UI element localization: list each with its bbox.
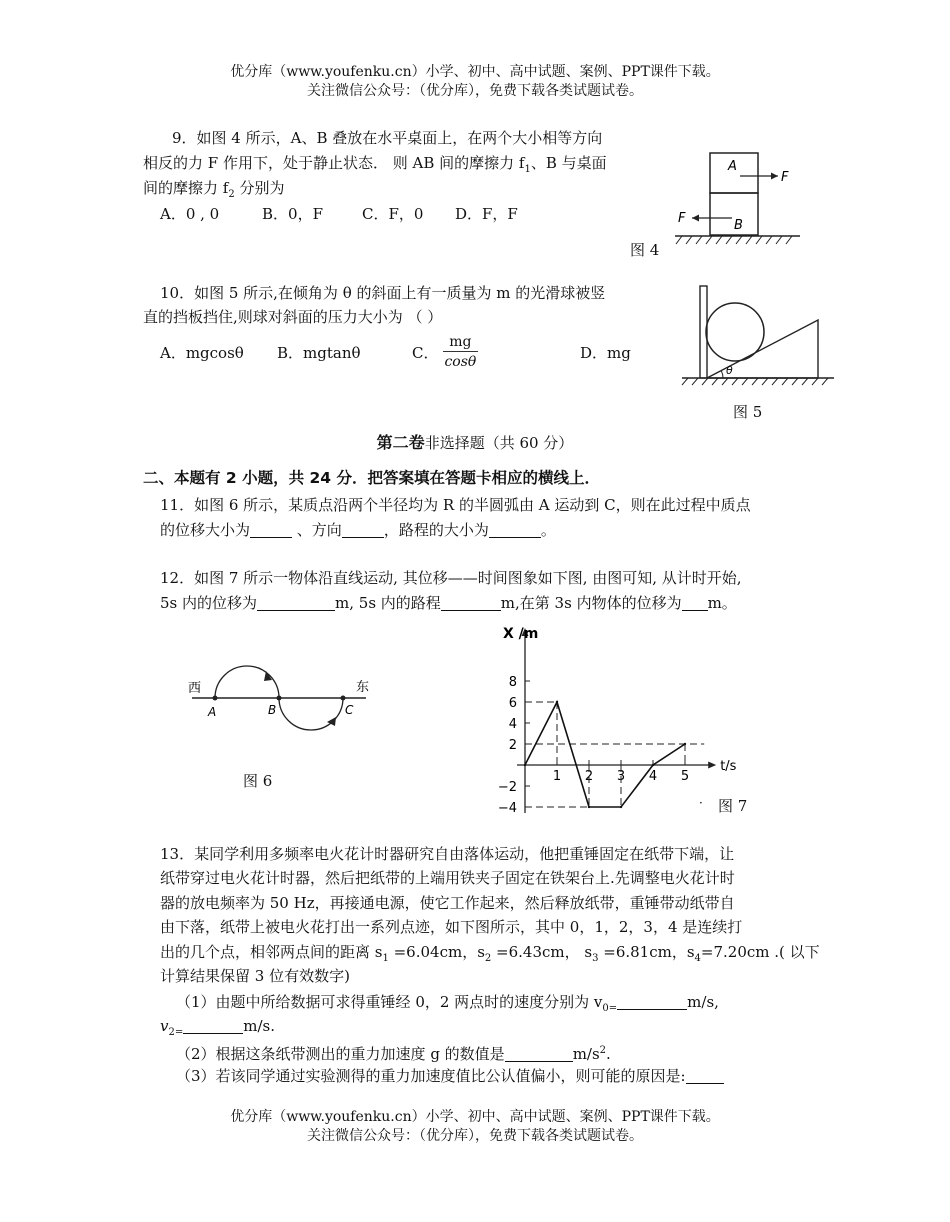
q12-line-2: 5s 内的位移为 m, 5s 内的路程 m,在第 3s 内物体的位移为 m。: [160, 594, 737, 612]
label-f-right: F: [781, 170, 789, 185]
footer-line-1: 优分库（www.youfenku.cn）小学、初中、高中试题、案例、PPT课件下载。: [230, 1109, 720, 1125]
y-tick-label: −4: [497, 801, 517, 816]
y-tick-label: −2: [497, 780, 517, 795]
data-point: [620, 806, 622, 808]
figure-7-dot: ·: [699, 796, 703, 810]
q11-line-1: 11．如图 6 所示，某质点沿两个半径均为 R 的半圆弧由 A 运动到 C，则在此过程中质点: [160, 496, 751, 514]
q10-line-2: 直的挡板挡住,则球对斜面的压力大小为 （ ）: [143, 308, 443, 326]
q12-blank-1[interactable]: [257, 595, 335, 611]
fraction-mg-cos: $\frac{mg}{\cos\theta}$: [444, 334, 477, 370]
lower-semicircle: [279, 698, 343, 730]
q13-line-1: 13．某同学利用多频率电火花计时器研究自由落体运动，他把重锤固定在纸带下端，让: [160, 845, 735, 863]
y-tick-label: 4: [508, 717, 517, 732]
q9-line-2: 相反的力 F 作用下，处于静止状态． 则 AB 间的摩擦力 $f_1$、B 与桌面: [143, 154, 607, 175]
q10-option-a: A．mgcosθ: [160, 344, 244, 362]
label-a: A: [728, 159, 737, 174]
table-hatch: [676, 236, 792, 244]
q10-line-1: 10．如图 5 所示,在倾角为 θ 的斜面上有一质量为 m 的光滑球被竖: [160, 284, 606, 302]
q9-option-d: D．F，F: [455, 205, 518, 223]
figure-5: [672, 282, 842, 387]
section-title: 第二卷非选择题（共 60 分）: [376, 433, 574, 452]
header: [0, 63, 950, 101]
figure-5-caption: 图 5: [733, 403, 763, 421]
data-point: [652, 764, 654, 766]
upper-semicircle: [215, 666, 279, 698]
q9-line-1: 9．如图 4 所示，A、B 叠放在水平桌面上，在两个大小相等方向: [172, 129, 603, 147]
x-tick-label: 3: [616, 769, 626, 784]
q9-line-3: 间的摩擦力 $f_2$ 分别为: [143, 179, 285, 200]
point-b: [277, 696, 282, 701]
data-point: [588, 806, 590, 808]
q13-line-6: 计算结果保留 3 位有效数字): [160, 967, 350, 985]
q13-line-2: 纸带穿过电火花计时器，然后把纸带的上端用铁夹子固定在铁架台上.先调整电火花计时: [160, 869, 735, 887]
label-f-left: F: [678, 211, 686, 226]
arrowhead-right: [771, 173, 778, 180]
q13-blank-g[interactable]: [505, 1046, 573, 1062]
figure-7-chart: [490, 620, 750, 820]
figure-7-caption: 图 7: [718, 797, 748, 815]
figure-4: [670, 148, 810, 248]
q10-option-b: B．mgtanθ: [277, 344, 361, 362]
incline: [707, 320, 818, 378]
data-point: [524, 764, 526, 766]
q13-sub-3: （3）若该同学通过实验测得的重力加速度值比公认值偏小，则可能的原因是:: [176, 1064, 724, 1088]
label-b: B: [734, 218, 743, 233]
label-c: C: [345, 703, 354, 717]
q9-option-b: B．0，F: [262, 205, 323, 223]
q13-sub-1-cont: $v_{2=}$ m/s.: [160, 1017, 275, 1038]
figure-6: [180, 660, 380, 750]
q12-blank-3[interactable]: [682, 595, 708, 611]
q13-blank-v0[interactable]: [617, 994, 687, 1010]
label-b: B: [268, 703, 277, 717]
data-point: [556, 701, 558, 703]
y-tick-label: 2: [508, 738, 517, 753]
angle-arc: [721, 371, 723, 378]
q12-line-1: 12．如图 7 所示一物体沿直线运动, 其位移——时间图象如下图, 由图可知, 从计时开始,: [160, 569, 742, 587]
q12-blank-2[interactable]: [441, 595, 501, 611]
point-c: [341, 696, 346, 701]
theta-label: θ: [726, 364, 733, 377]
x-axis-label: t/s: [720, 759, 737, 774]
q13-sub-1: （1）由题中所给数据可求得重锤经 0，2 两点时的速度分别为 $v_{0=}$ m/s,: [176, 993, 719, 1014]
series-line: [525, 702, 685, 807]
label-east: 东: [356, 680, 370, 695]
x-tick-label: 2: [584, 769, 594, 784]
x-tick-label: 1: [552, 769, 562, 784]
q13-line-5: 出的几个点，相邻两点间的距离 $s_1 =6.04cm$，$s_2 =6.43cm$， $s_3 =6.81cm$，$s_4=7.20cm$ .( 以下: [160, 943, 820, 964]
x-tick-label: 4: [648, 769, 658, 784]
q10-option-d: D．mg: [580, 344, 631, 362]
x-axis-arrow: [708, 762, 716, 769]
part-two-heading: 二、本题有 2 小题，共 24 分．把答案填在答题卡相应的横线上．: [143, 469, 600, 487]
q9-option-a: A．0 , 0: [160, 205, 220, 223]
q13-blank-reason[interactable]: [686, 1068, 724, 1084]
header-line-1: 优分库（www.youfenku.cn）小学、初中、高中试题、案例、PPT课件下载。: [230, 64, 720, 80]
point-a: [213, 696, 218, 701]
q13-line-4: 由下落，纸带上被电火花打出一系列点迹，如下图所示，其中 0，1，2，3，4 是连续打: [160, 918, 743, 936]
header-line-2: 关注微信公众号：（优分库），免费下载各类试题试卷。: [307, 83, 643, 99]
x-tick-label: 5: [680, 769, 690, 784]
q13-line-3: 器的放电频率为 50 Hz，再接通电源，使它工作起来，然后释放纸带，重锤带动纸带自: [160, 894, 735, 912]
q10-option-c: C． $\frac{mg}{\cos\theta}$: [412, 334, 477, 370]
q11-blank-3[interactable]: [489, 522, 541, 538]
ball: [706, 303, 764, 361]
q11-blank-1[interactable]: [250, 522, 292, 538]
q13-sub-2: （2）根据这条纸带测出的重力加速度 g 的数值是 $m/s^2$.: [176, 1045, 611, 1063]
ground-hatch: [682, 378, 828, 385]
figure-4-caption: 图 4: [630, 241, 660, 259]
data-point: [684, 743, 686, 745]
q11-blank-2[interactable]: [342, 522, 384, 538]
q9-option-c: C．F，0: [362, 205, 424, 223]
footer-line-2: 关注微信公众号：（优分库），免费下载各类试题试卷。: [307, 1128, 643, 1144]
y-tick-label: 8: [508, 675, 517, 690]
label-west: 西: [188, 681, 202, 696]
arrowhead-left: [692, 215, 699, 222]
figure-6-caption: 图 6: [243, 772, 273, 790]
y-axis-label: X /m: [503, 626, 539, 642]
footer: [0, 1108, 950, 1146]
q13-blank-v2[interactable]: [183, 1018, 243, 1034]
label-a: A: [208, 705, 217, 719]
y-tick-label: 6: [508, 696, 517, 711]
q11-line-2: 的位移大小为 、方向 ，路程的大小为 。: [160, 521, 556, 539]
